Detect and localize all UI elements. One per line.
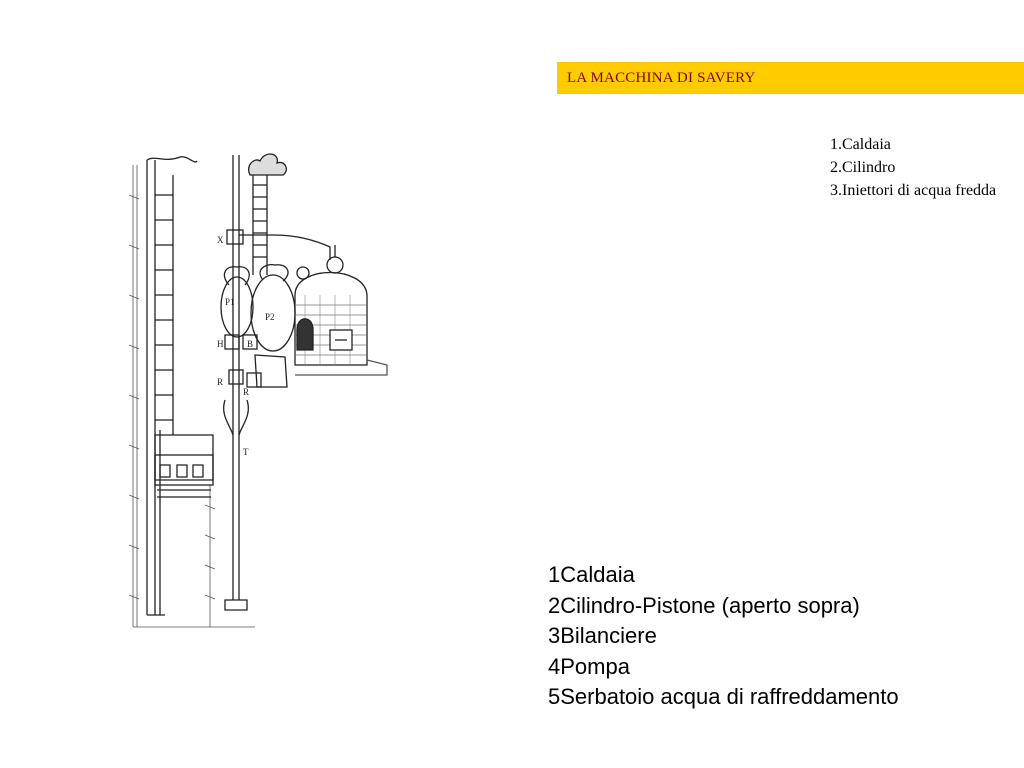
rising-main-pipe [147,157,197,615]
label-x: X [217,235,224,245]
component-item: 2.Cilindro [830,159,896,176]
slide-title: LA MACCHINA DI SAVERY [567,70,756,86]
part-item: 4Pompa [548,653,630,679]
lower-pump [155,435,213,497]
label-p2: P2 [265,312,275,322]
label-h: H [217,339,224,349]
boiler-furnace [295,245,387,375]
valve-x [227,230,243,244]
parts-list [548,560,1018,713]
title-bar [557,62,1024,94]
component-item: 1.Caldaia [830,136,891,153]
label-r2: R [243,387,250,397]
part-item: 1Caldaia [548,562,635,587]
part-item: 2Cilindro-Pistone (aperto sopra) [548,592,860,618]
components-list [830,133,1020,202]
shaft-wall [129,165,255,627]
savery-engine-illustration [125,135,400,630]
part-item: 5Serbatoio acqua di raffreddamento [548,684,899,709]
label-p1: P1 [225,297,235,307]
label-b: B [247,339,254,349]
label-r: R [217,377,224,387]
chimney [249,154,287,275]
part-item: 3Bilanciere [548,623,657,648]
valve-cluster [225,335,287,387]
label-t: T [243,447,249,457]
delivery-pipe [224,155,249,610]
component-item: 3.Iniettori di acqua fredda [830,182,997,199]
